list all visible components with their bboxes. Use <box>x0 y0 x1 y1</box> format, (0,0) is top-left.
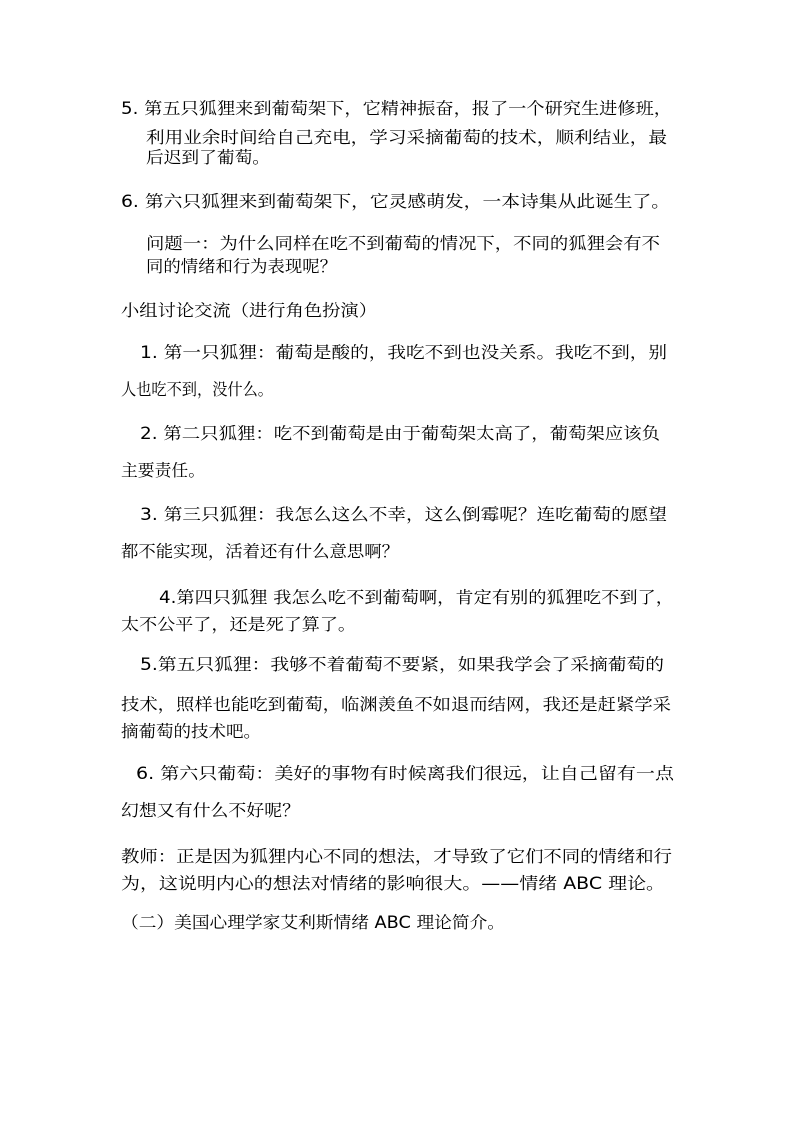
line-19: 6. 第六只葡萄：美好的事物有时候离我们很远，让自己留有一点 <box>136 764 674 783</box>
line-16: 5.第五只狐狸：我够不着葡萄不要紧，如果我学会了采摘葡萄的 <box>140 655 664 674</box>
line-23: （二）美国心理学家艾利斯情绪 ABC 理论简介。 <box>121 913 505 932</box>
line-22: 为，这说明内心的想法对情绪的影响很大。——情绪 ABC 理论。 <box>121 874 665 893</box>
line-18: 摘葡萄的技术吧。 <box>121 722 261 741</box>
line-15: 太不公平了，还是死了算了。 <box>121 615 356 634</box>
line-9: 人也吃不到，没什么。 <box>121 380 273 399</box>
line-21: 教师：正是因为狐狸内心不同的想法，才导致了它们不同的情绪和行 <box>121 847 672 866</box>
line-1: 5. 第五只狐狸来到葡萄架下，它精神振奋，报了一个研究生进修班， <box>121 99 672 118</box>
line-4: 6. 第六只狐狸来到葡萄架下，它灵感萌发，一本诗集从此诞生了。 <box>121 192 670 211</box>
line-6: 同的情绪和行为表现呢？ <box>146 257 337 276</box>
line-3: 后迟到了葡萄。 <box>146 148 270 167</box>
line-5: 问题一：为什么同样在吃不到葡萄的情况下，不同的狐狸会有不 <box>146 234 660 253</box>
line-7: 小组讨论交流（进行角色扮演） <box>121 301 377 320</box>
line-10: 2. 第二只狐狸：吃不到葡萄是由于葡萄架太高了，葡萄架应该负 <box>140 424 660 443</box>
line-17: 技术，照样也能吃到葡萄，临渊羡鱼不如退而结网，我还是赶紧学采 <box>121 695 671 714</box>
line-11: 主要责任。 <box>121 461 205 480</box>
line-8: 1. 第一只狐狸：葡萄是酸的，我吃不到也没关系。我吃不到，别 <box>140 343 667 362</box>
line-20: 幻想又有什么不好呢？ <box>121 801 300 820</box>
line-13: 都不能实现，活着还有什么意思啊？ <box>121 542 399 561</box>
line-2: 利用业余时间给自己充电，学习采摘葡萄的技术，顺利结业，最 <box>146 128 667 147</box>
line-14: 4.第四只狐狸 我怎么吃不到葡萄啊，肯定有别的狐狸吃不到了， <box>159 588 674 607</box>
line-12: 3. 第三只狐狸：我怎么这么不幸，这么倒霉呢？连吃葡萄的愿望 <box>140 505 667 524</box>
